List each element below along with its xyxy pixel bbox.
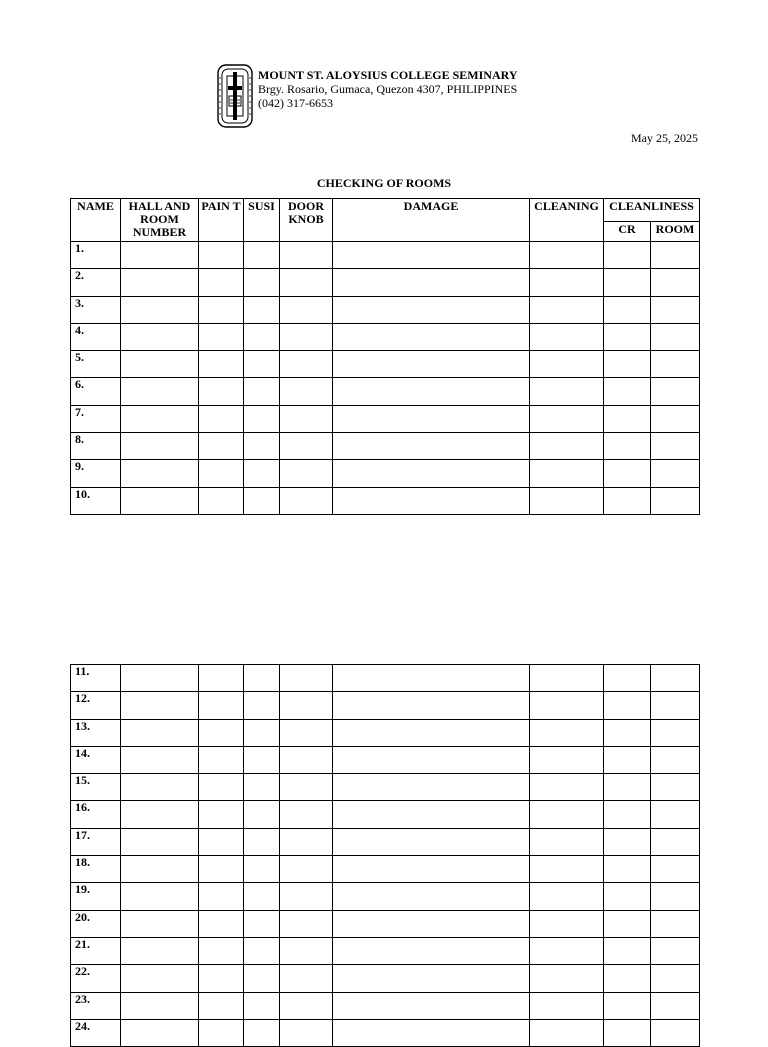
susi-cell xyxy=(244,323,280,350)
hall-room-cell xyxy=(121,992,199,1019)
door-knob-cell xyxy=(280,378,333,405)
damage-cell xyxy=(333,269,530,296)
cleaning-cell xyxy=(530,937,604,964)
cr-cell xyxy=(604,992,651,1019)
cr-cell xyxy=(604,856,651,883)
room-cell xyxy=(651,992,700,1019)
row-number: 16. xyxy=(71,801,121,828)
cleaning-cell xyxy=(530,405,604,432)
row-number: 24. xyxy=(71,1019,121,1046)
cleaning-cell xyxy=(530,965,604,992)
row-number: 4. xyxy=(71,323,121,350)
row-number: 3. xyxy=(71,296,121,323)
hall-room-cell xyxy=(121,692,199,719)
paint-cell xyxy=(199,719,244,746)
row-number: 9. xyxy=(71,460,121,487)
table-row xyxy=(71,719,700,746)
table-row xyxy=(71,296,700,323)
table-row xyxy=(71,965,700,992)
cleaning-cell xyxy=(530,828,604,855)
row-number: 5. xyxy=(71,351,121,378)
document-date: May 25, 2025 xyxy=(631,131,698,145)
col-header-cr: CR xyxy=(604,222,651,242)
row-number: 12. xyxy=(71,692,121,719)
table-row xyxy=(71,242,700,269)
cleaning-cell xyxy=(530,801,604,828)
hall-room-cell xyxy=(121,719,199,746)
susi-cell xyxy=(244,296,280,323)
cr-cell xyxy=(604,323,651,350)
room-cell xyxy=(651,856,700,883)
door-knob-cell xyxy=(280,746,333,773)
susi-cell xyxy=(244,405,280,432)
row-number: 20. xyxy=(71,910,121,937)
door-knob-cell xyxy=(280,692,333,719)
cr-cell xyxy=(604,433,651,460)
row-number: 22. xyxy=(71,965,121,992)
cr-cell xyxy=(604,774,651,801)
damage-cell xyxy=(333,937,530,964)
table-row xyxy=(71,883,700,910)
room-cell xyxy=(651,351,700,378)
cleaning-cell xyxy=(530,746,604,773)
paint-cell xyxy=(199,487,244,514)
table-row xyxy=(71,378,700,405)
susi-cell xyxy=(244,351,280,378)
cr-cell xyxy=(604,269,651,296)
susi-cell xyxy=(244,269,280,296)
hall-room-cell xyxy=(121,487,199,514)
hall-room-cell xyxy=(121,910,199,937)
paint-cell xyxy=(199,856,244,883)
cr-cell xyxy=(604,937,651,964)
row-number: 2. xyxy=(71,269,121,296)
row-number: 15. xyxy=(71,774,121,801)
row-number: 17. xyxy=(71,828,121,855)
damage-cell xyxy=(333,746,530,773)
door-knob-cell xyxy=(280,1019,333,1046)
room-cell xyxy=(651,665,700,692)
row-number: 14. xyxy=(71,746,121,773)
table-row xyxy=(71,665,700,692)
susi-cell xyxy=(244,965,280,992)
col-header-hall-room: HALL AND ROOM NUMBER xyxy=(121,199,199,242)
susi-cell xyxy=(244,378,280,405)
paint-cell xyxy=(199,965,244,992)
paint-cell xyxy=(199,433,244,460)
institution-phone: (042) 317-6653 xyxy=(258,96,333,110)
cleaning-cell xyxy=(530,433,604,460)
cr-cell xyxy=(604,828,651,855)
hall-room-cell xyxy=(121,774,199,801)
cleaning-cell xyxy=(530,992,604,1019)
table-row xyxy=(71,692,700,719)
table-row xyxy=(71,1019,700,1046)
row-number: 1. xyxy=(71,242,121,269)
paint-cell xyxy=(199,801,244,828)
cr-cell xyxy=(604,405,651,432)
room-check-table-continued xyxy=(70,664,700,1047)
hall-room-cell xyxy=(121,433,199,460)
paint-cell xyxy=(199,692,244,719)
hall-room-cell xyxy=(121,378,199,405)
damage-cell xyxy=(333,965,530,992)
paint-cell xyxy=(199,378,244,405)
institution-name: MOUNT ST. ALOYSIUS COLLEGE SEMINARY xyxy=(258,68,518,82)
door-knob-cell xyxy=(280,883,333,910)
room-cell xyxy=(651,296,700,323)
door-knob-cell xyxy=(280,774,333,801)
cleaning-cell xyxy=(530,910,604,937)
row-number: 10. xyxy=(71,487,121,514)
door-knob-cell xyxy=(280,910,333,937)
row-number: 8. xyxy=(71,433,121,460)
paint-cell xyxy=(199,992,244,1019)
damage-cell xyxy=(333,405,530,432)
paint-cell xyxy=(199,937,244,964)
door-knob-cell xyxy=(280,405,333,432)
hall-room-cell xyxy=(121,1019,199,1046)
damage-cell xyxy=(333,242,530,269)
paint-cell xyxy=(199,296,244,323)
cleaning-cell xyxy=(530,487,604,514)
damage-cell xyxy=(333,910,530,937)
hall-room-cell xyxy=(121,828,199,855)
susi-cell xyxy=(244,433,280,460)
hall-room-cell xyxy=(121,296,199,323)
seminary-seal-logo xyxy=(217,64,253,128)
susi-cell xyxy=(244,460,280,487)
room-cell xyxy=(651,433,700,460)
room-cell xyxy=(651,801,700,828)
cr-cell xyxy=(604,801,651,828)
cleaning-cell xyxy=(530,665,604,692)
table-row xyxy=(71,433,700,460)
table-row xyxy=(71,487,700,514)
cr-cell xyxy=(604,242,651,269)
room-cell xyxy=(651,460,700,487)
col-header-cleanliness: CLEANLINESS xyxy=(604,199,700,222)
susi-cell xyxy=(244,828,280,855)
row-number: 18. xyxy=(71,856,121,883)
door-knob-cell xyxy=(280,433,333,460)
row-number: 7. xyxy=(71,405,121,432)
cr-cell xyxy=(604,965,651,992)
cleaning-cell xyxy=(530,378,604,405)
col-header-damage: DAMAGE xyxy=(333,199,530,242)
cr-cell xyxy=(604,460,651,487)
door-knob-cell xyxy=(280,460,333,487)
susi-cell xyxy=(244,937,280,964)
table-row xyxy=(71,801,700,828)
hall-room-cell xyxy=(121,856,199,883)
door-knob-cell xyxy=(280,323,333,350)
room-cell xyxy=(651,1019,700,1046)
room-cell xyxy=(651,692,700,719)
door-knob-cell xyxy=(280,351,333,378)
paint-cell xyxy=(199,242,244,269)
cr-cell xyxy=(604,378,651,405)
room-cell xyxy=(651,774,700,801)
susi-cell xyxy=(244,883,280,910)
cleaning-cell xyxy=(530,242,604,269)
row-number: 11. xyxy=(71,665,121,692)
damage-cell xyxy=(333,774,530,801)
table-row xyxy=(71,323,700,350)
room-cell xyxy=(651,323,700,350)
hall-room-cell xyxy=(121,801,199,828)
damage-cell xyxy=(333,828,530,855)
damage-cell xyxy=(333,665,530,692)
door-knob-cell xyxy=(280,856,333,883)
paint-cell xyxy=(199,774,244,801)
damage-cell xyxy=(333,296,530,323)
paint-cell xyxy=(199,323,244,350)
damage-cell xyxy=(333,856,530,883)
room-cell xyxy=(651,719,700,746)
room-cell xyxy=(651,487,700,514)
door-knob-cell xyxy=(280,296,333,323)
table-row xyxy=(71,910,700,937)
hall-room-cell xyxy=(121,883,199,910)
cr-cell xyxy=(604,351,651,378)
damage-cell xyxy=(333,378,530,405)
cleaning-cell xyxy=(530,269,604,296)
paint-cell xyxy=(199,269,244,296)
table-row xyxy=(71,746,700,773)
paint-cell xyxy=(199,351,244,378)
room-cell xyxy=(651,242,700,269)
cleaning-cell xyxy=(530,856,604,883)
room-cell xyxy=(651,378,700,405)
row-number: 6. xyxy=(71,378,121,405)
cr-cell xyxy=(604,665,651,692)
damage-cell xyxy=(333,692,530,719)
hall-room-cell xyxy=(121,937,199,964)
door-knob-cell xyxy=(280,487,333,514)
damage-cell xyxy=(333,460,530,487)
paint-cell xyxy=(199,1019,244,1046)
door-knob-cell xyxy=(280,828,333,855)
hall-room-cell xyxy=(121,405,199,432)
hall-room-cell xyxy=(121,269,199,296)
cleaning-cell xyxy=(530,1019,604,1046)
row-number: 23. xyxy=(71,992,121,1019)
cr-cell xyxy=(604,296,651,323)
cr-cell xyxy=(604,883,651,910)
damage-cell xyxy=(333,487,530,514)
damage-cell xyxy=(333,719,530,746)
door-knob-cell xyxy=(280,719,333,746)
table-row xyxy=(71,460,700,487)
table-row xyxy=(71,774,700,801)
susi-cell xyxy=(244,992,280,1019)
hall-room-cell xyxy=(121,242,199,269)
hall-room-cell xyxy=(121,665,199,692)
col-header-door-knob: DOOR KNOB xyxy=(280,199,333,242)
door-knob-cell xyxy=(280,992,333,1019)
cleaning-cell xyxy=(530,692,604,719)
damage-cell xyxy=(333,351,530,378)
paint-cell xyxy=(199,460,244,487)
table-row xyxy=(71,992,700,1019)
cleaning-cell xyxy=(530,719,604,746)
door-knob-cell xyxy=(280,242,333,269)
door-knob-cell xyxy=(280,269,333,296)
susi-cell xyxy=(244,801,280,828)
cr-cell xyxy=(604,487,651,514)
cleaning-cell xyxy=(530,883,604,910)
room-cell xyxy=(651,746,700,773)
door-knob-cell xyxy=(280,965,333,992)
susi-cell xyxy=(244,910,280,937)
cr-cell xyxy=(604,719,651,746)
susi-cell xyxy=(244,1019,280,1046)
paint-cell xyxy=(199,405,244,432)
damage-cell xyxy=(333,883,530,910)
cleaning-cell xyxy=(530,323,604,350)
col-header-susi: SUSI xyxy=(244,199,280,242)
paint-cell xyxy=(199,746,244,773)
table-row xyxy=(71,269,700,296)
hall-room-cell xyxy=(121,746,199,773)
form-title: CHECKING OF ROOMS xyxy=(316,176,452,190)
table-row xyxy=(71,937,700,964)
table-row xyxy=(71,351,700,378)
hall-room-cell xyxy=(121,351,199,378)
door-knob-cell xyxy=(280,937,333,964)
damage-cell xyxy=(333,1019,530,1046)
susi-cell xyxy=(244,719,280,746)
susi-cell xyxy=(244,665,280,692)
col-header-room: ROOM xyxy=(651,222,700,242)
hall-room-cell xyxy=(121,323,199,350)
paint-cell xyxy=(199,828,244,855)
row-number: 19. xyxy=(71,883,121,910)
cr-cell xyxy=(604,692,651,719)
susi-cell xyxy=(244,856,280,883)
hall-room-cell xyxy=(121,965,199,992)
table-row xyxy=(71,405,700,432)
cleaning-cell xyxy=(530,460,604,487)
susi-cell xyxy=(244,242,280,269)
susi-cell xyxy=(244,774,280,801)
col-header-name: NAME xyxy=(71,199,121,242)
cr-cell xyxy=(604,1019,651,1046)
col-header-cleaning: CLEANING xyxy=(530,199,604,242)
col-header-paint: PAIN T xyxy=(199,199,244,242)
room-cell xyxy=(651,405,700,432)
row-number: 21. xyxy=(71,937,121,964)
susi-cell xyxy=(244,746,280,773)
damage-cell xyxy=(333,992,530,1019)
damage-cell xyxy=(333,323,530,350)
room-cell xyxy=(651,937,700,964)
cr-cell xyxy=(604,910,651,937)
door-knob-cell xyxy=(280,801,333,828)
cleaning-cell xyxy=(530,351,604,378)
cleaning-cell xyxy=(530,774,604,801)
hall-room-cell xyxy=(121,460,199,487)
room-cell xyxy=(651,965,700,992)
cr-cell xyxy=(604,746,651,773)
damage-cell xyxy=(333,801,530,828)
damage-cell xyxy=(333,433,530,460)
room-cell xyxy=(651,269,700,296)
susi-cell xyxy=(244,487,280,514)
room-check-table xyxy=(70,198,700,515)
cleaning-cell xyxy=(530,296,604,323)
row-number: 13. xyxy=(71,719,121,746)
door-knob-cell xyxy=(280,665,333,692)
paint-cell xyxy=(199,665,244,692)
table-row xyxy=(71,856,700,883)
institution-address: Brgy. Rosario, Gumaca, Quezon 4307, PHILIPPINES xyxy=(258,82,518,96)
table-row xyxy=(71,828,700,855)
room-cell xyxy=(651,910,700,937)
room-cell xyxy=(651,828,700,855)
paint-cell xyxy=(199,883,244,910)
susi-cell xyxy=(244,692,280,719)
room-cell xyxy=(651,883,700,910)
institution-info xyxy=(258,68,518,110)
paint-cell xyxy=(199,910,244,937)
